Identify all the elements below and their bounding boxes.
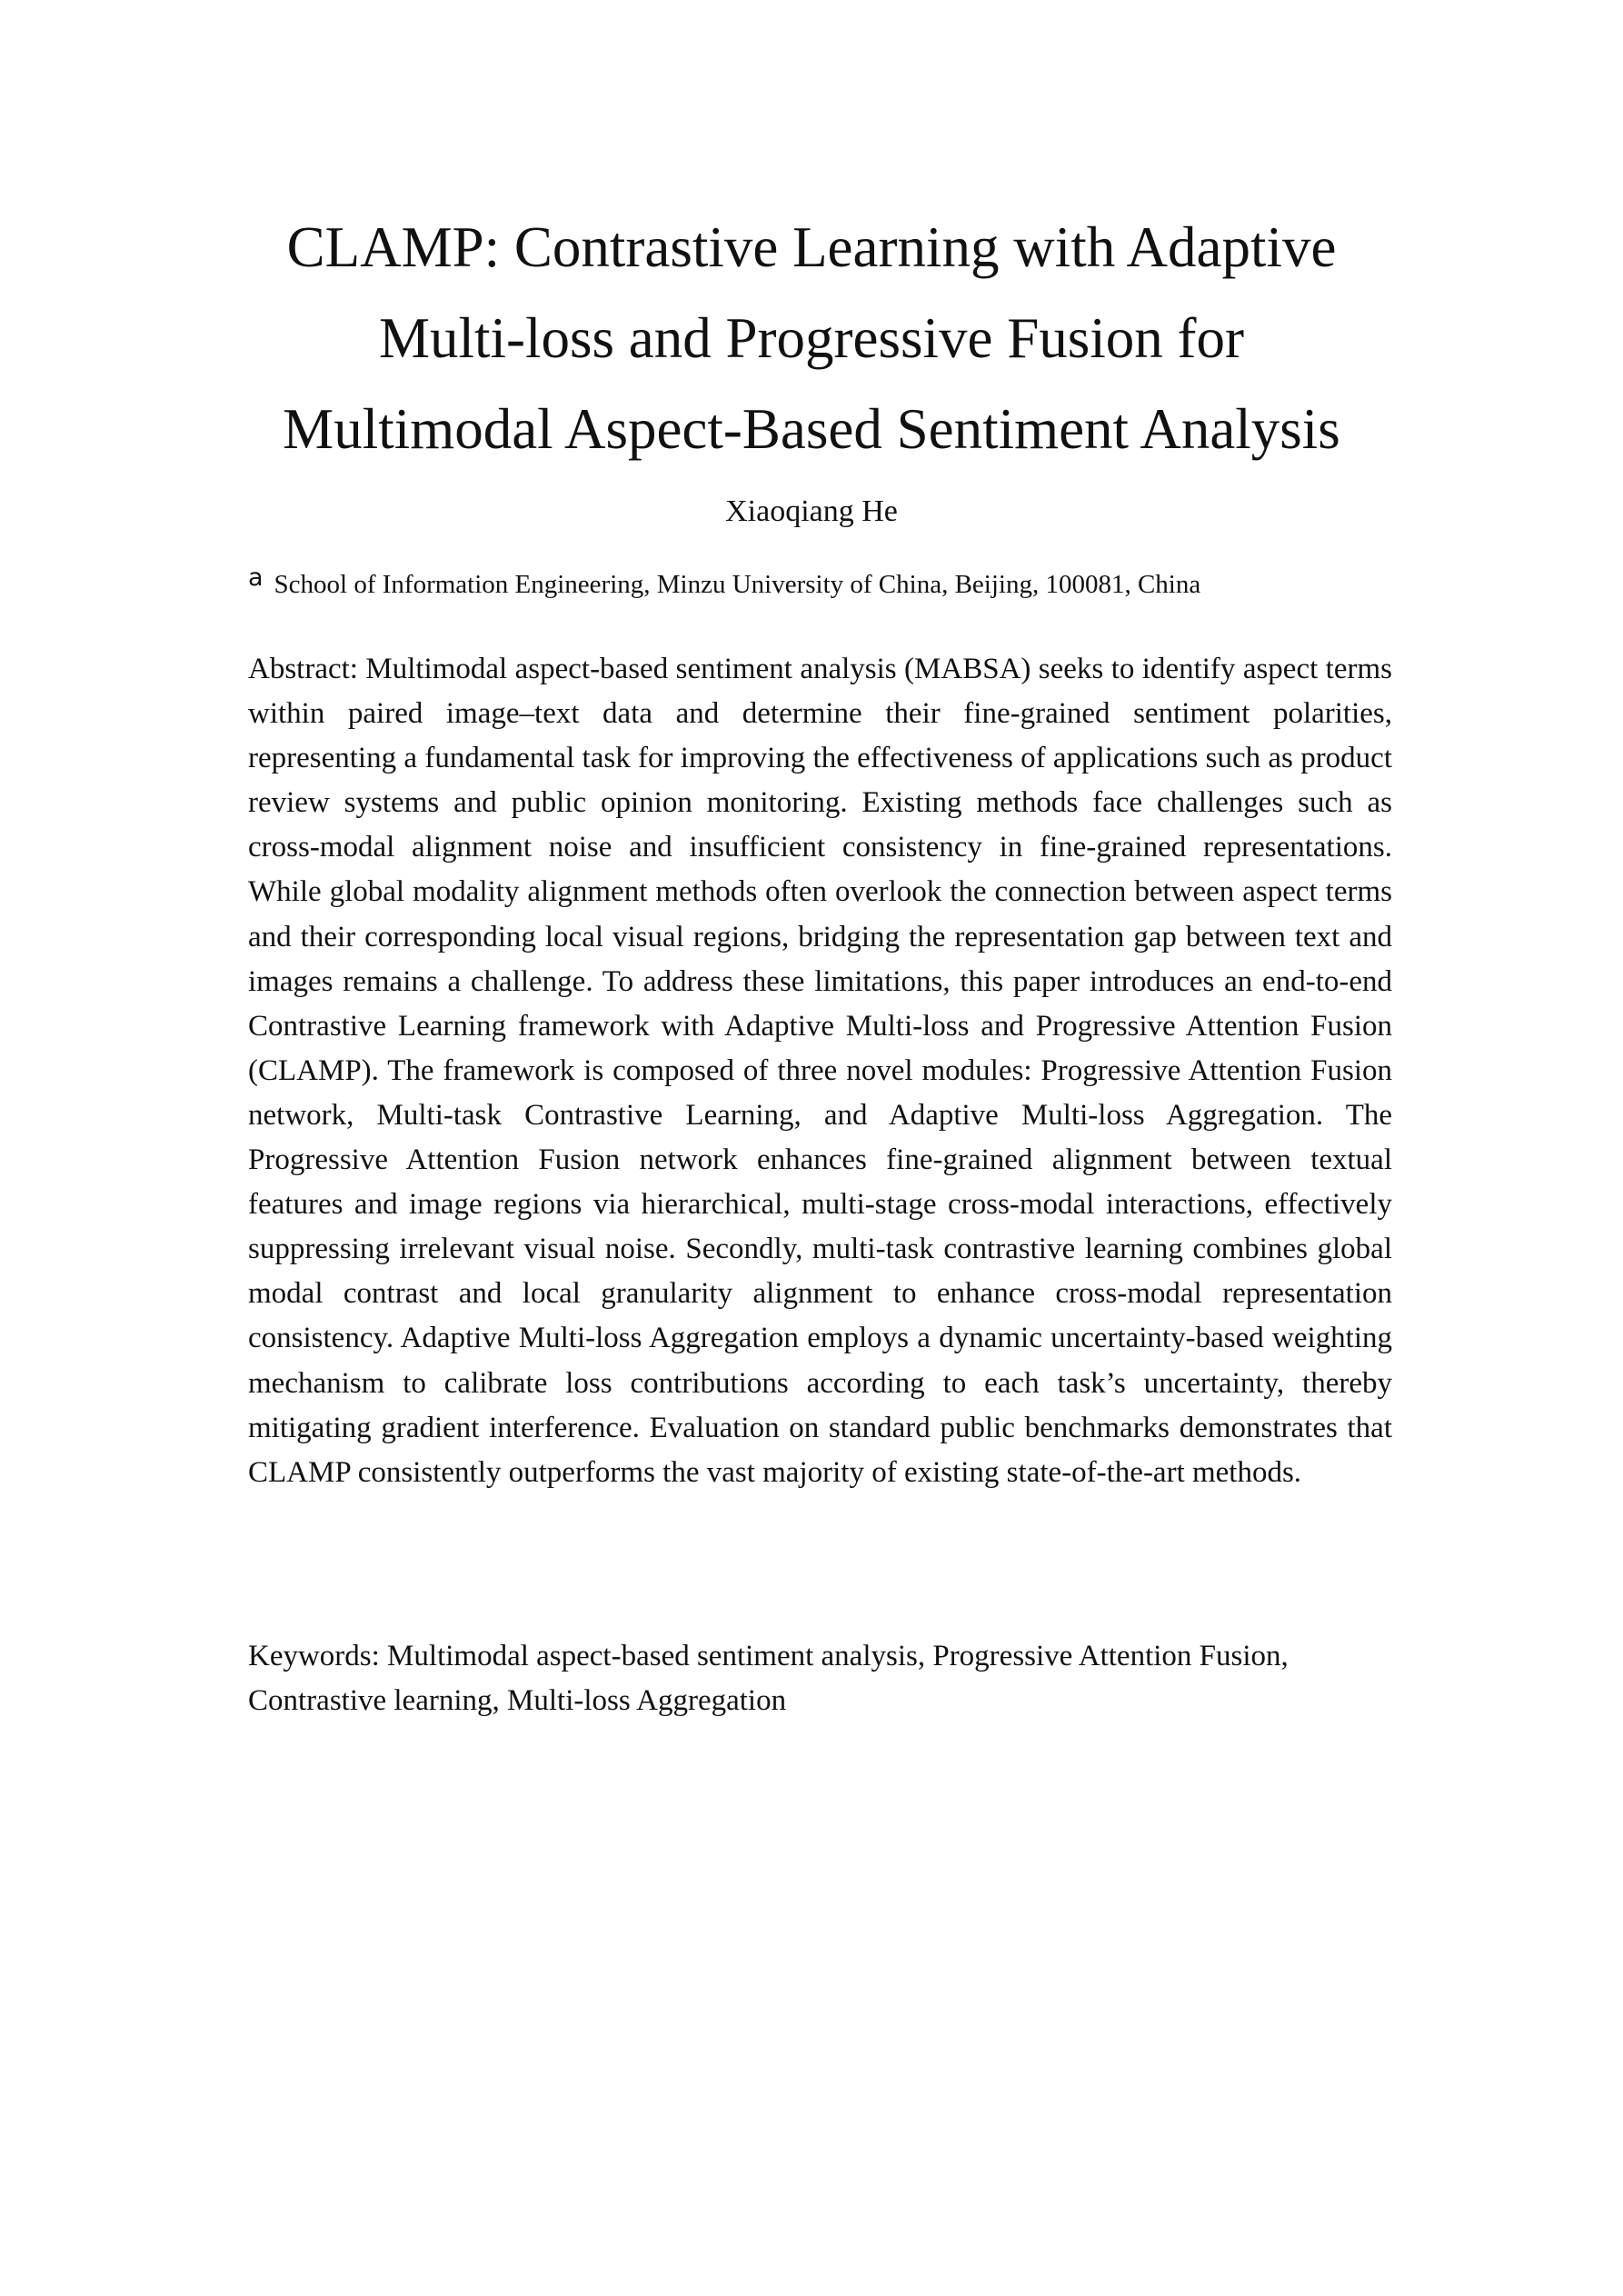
abstract-paragraph: Abstract: Multimodal aspect-based sentiment analysis (MABSA) seeks to identify aspect terms within paired image–text data and determine their fine-grained sentiment polarities, representing a fundamental task for improving the effectiveness of applications such as product review systems and public opinion monitoring. Existing methods face challenges such as cross-modal alignment noise and insufficient consistency in fine-grained representations. While global modality alignment methods often overlook the connection between aspect terms and their corresponding local visual regions, bridging the representation gap between text and images remains a challenge. To address these limitations, this paper introduces an end-to-end Contrastive Learning framework with Adaptive Multi-loss and Progressive Attention Fusion (CLAMP). The framework is composed of three novel modules: Progressive Attention Fusion network, Multi-task Contrastive Learning, and Adaptive Multi-loss Aggregation. The Progressive Attention Fusion network enhances fine-grained alignment between textual features and image regions via hierarchical, multi-stage cross-modal interactions, effectively suppressing irrelevant visual noise. Secondly, multi-task contrastive learning combines global modal contrast and local granularity alignment to enhance cross-modal representation consistency. Adaptive Multi-loss Aggregation employs a dynamic uncertainty-based weighting mechanism to calibrate loss contributions according to each task’s uncertainty, thereby mitigating gradient interference. Evaluation on standard public benchmarks demonstrates that CLAMP consistently outperforms the vast majority of existing state-of-the-art methods. (248, 653, 1392, 1489)
paper-title (182, 202, 1441, 474)
author-name: Xiaoqiang He (725, 494, 898, 528)
affiliation (248, 562, 1393, 608)
title-line-1: CLAMP: Contrastive Learning with Adaptive (286, 215, 1337, 279)
affiliation-marker: a (248, 564, 264, 592)
title-line-3: Multimodal Aspect-Based Sentiment Analysis (283, 397, 1340, 461)
title-line-2: Multi-loss and Progressive Fusion for (379, 306, 1244, 370)
affiliation-text: School of Information Engineering, Minzu University of China, Beijing, 100081, China (274, 570, 1201, 599)
keywords-paragraph: Keywords: Multimodal aspect-based sentiment analysis, Progressive Attention Fusion, Contrastive learning, Multi-loss Aggregation (248, 1640, 1289, 1717)
